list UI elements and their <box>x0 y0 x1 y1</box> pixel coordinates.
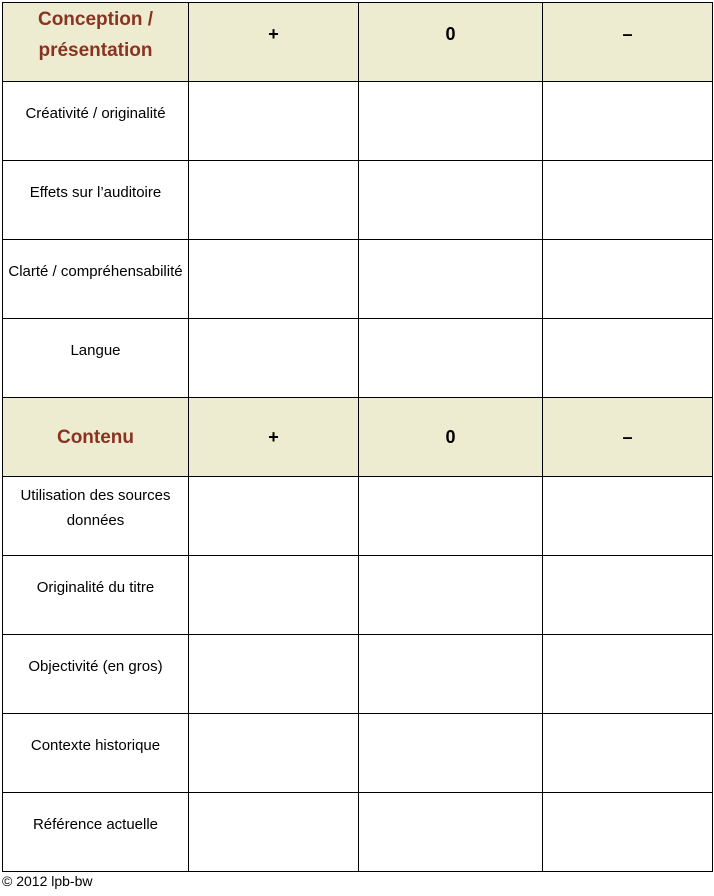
criterion-label: Originalité du titre <box>36 578 155 596</box>
rating-cell-minus[interactable] <box>543 635 713 714</box>
rating-cell-zero[interactable] <box>359 319 543 398</box>
rating-cell-minus[interactable] <box>543 714 713 793</box>
rating-cell-minus[interactable] <box>543 556 713 635</box>
criterion-label: Créativité / originalité <box>25 104 166 122</box>
criterion-label: Contexte historique <box>30 736 161 754</box>
rating-cell-plus[interactable] <box>189 793 359 872</box>
criterion-cell <box>3 477 189 556</box>
rating-header-minus <box>543 3 713 82</box>
rating-cell-minus[interactable] <box>543 82 713 161</box>
rating-label-minus: – <box>622 23 633 44</box>
rating-label-plus: + <box>268 23 279 44</box>
criterion-cell <box>3 82 189 161</box>
rating-label-minus: – <box>622 426 633 447</box>
criterion-row <box>3 635 713 714</box>
rating-cell-plus[interactable] <box>189 635 359 714</box>
criterion-row <box>3 714 713 793</box>
criterion-cell <box>3 793 189 872</box>
rating-cell-minus[interactable] <box>543 319 713 398</box>
rating-header-plus <box>189 3 359 82</box>
rating-cell-zero[interactable] <box>359 635 543 714</box>
rating-cell-minus[interactable] <box>543 477 713 556</box>
criterion-label: Référence actuelle <box>32 815 159 833</box>
section-header-row <box>3 398 713 477</box>
criterion-cell <box>3 556 189 635</box>
rating-cell-zero[interactable] <box>359 82 543 161</box>
copyright-notice: © 2012 lpb-bw <box>2 873 93 889</box>
rating-cell-zero[interactable] <box>359 161 543 240</box>
rating-cell-zero[interactable] <box>359 240 543 319</box>
section-title: Conception / présentation <box>37 9 154 61</box>
rating-label-plus: + <box>268 426 279 447</box>
criterion-row <box>3 319 713 398</box>
rating-cell-plus[interactable] <box>189 240 359 319</box>
criterion-cell <box>3 319 189 398</box>
rating-cell-zero[interactable] <box>359 556 543 635</box>
criterion-cell <box>3 714 189 793</box>
criterion-cell <box>3 635 189 714</box>
rating-header-zero <box>359 3 543 82</box>
section-title-cell <box>3 3 189 82</box>
criterion-label: Objectivité (en gros) <box>28 657 163 675</box>
rating-cell-minus[interactable] <box>543 240 713 319</box>
evaluation-grid <box>2 2 713 872</box>
section-title: Contenu <box>56 426 135 448</box>
rating-header-minus <box>543 398 713 477</box>
rating-cell-minus[interactable] <box>543 793 713 872</box>
criterion-cell <box>3 161 189 240</box>
criterion-label: Langue <box>70 341 121 359</box>
rating-cell-plus[interactable] <box>189 477 359 556</box>
rating-cell-plus[interactable] <box>189 319 359 398</box>
criterion-label: Clarté / compréhensabilité <box>8 262 183 280</box>
criterion-row <box>3 82 713 161</box>
criterion-cell <box>3 240 189 319</box>
criterion-row <box>3 161 713 240</box>
rating-cell-plus[interactable] <box>189 161 359 240</box>
rating-cell-zero[interactable] <box>359 477 543 556</box>
rating-cell-plus[interactable] <box>189 714 359 793</box>
rating-label-zero: 0 <box>445 426 456 447</box>
rating-header-plus <box>189 398 359 477</box>
criterion-label: Effets sur l’auditoire <box>29 183 162 201</box>
rating-header-zero <box>359 398 543 477</box>
section-header-row <box>3 3 713 82</box>
section-title-cell <box>3 398 189 477</box>
rating-cell-plus[interactable] <box>189 556 359 635</box>
criterion-row <box>3 793 713 872</box>
criterion-row <box>3 240 713 319</box>
criterion-row <box>3 556 713 635</box>
rating-cell-minus[interactable] <box>543 161 713 240</box>
rating-label-zero: 0 <box>445 23 456 44</box>
rating-cell-zero[interactable] <box>359 793 543 872</box>
criterion-row <box>3 477 713 556</box>
criterion-label: Utilisation des sources données <box>20 487 171 529</box>
rating-cell-plus[interactable] <box>189 82 359 161</box>
rating-cell-zero[interactable] <box>359 714 543 793</box>
